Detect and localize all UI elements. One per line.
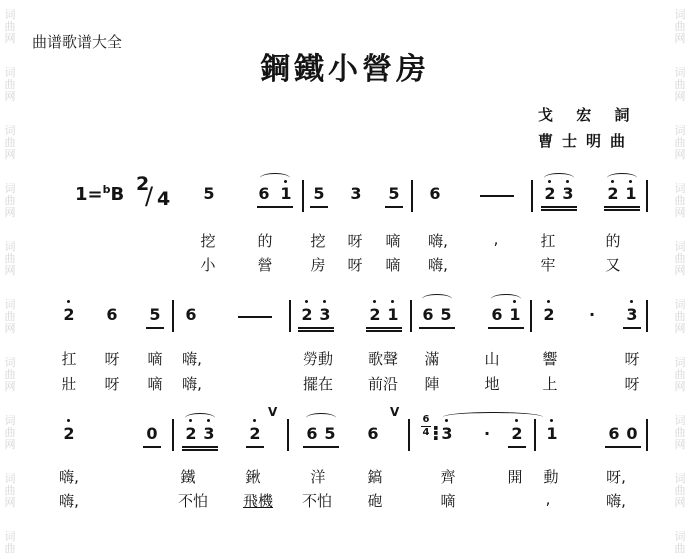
lyric: 呀	[104, 350, 120, 368]
bar-line	[302, 180, 304, 212]
bar-line	[646, 300, 648, 332]
lyric: 鐵	[180, 468, 196, 486]
watermark-char: 网	[4, 148, 16, 161]
watermark-char: 曲	[4, 310, 16, 323]
note: 6	[106, 305, 118, 324]
lyric: 呀	[624, 350, 640, 368]
note: 5	[149, 305, 161, 324]
lyric: 呀	[347, 256, 363, 274]
lyric: 飛機	[242, 492, 273, 510]
lyric: 呀	[347, 232, 363, 250]
eighth-underline	[605, 446, 641, 448]
dot-duration: ·	[483, 424, 491, 443]
lyric: 開	[507, 468, 523, 486]
lyric: 不怕	[301, 492, 332, 510]
watermark-char: 曲	[4, 194, 16, 207]
note: 1	[509, 305, 521, 324]
eighth-underline	[366, 327, 402, 329]
watermark-char: 曲	[674, 542, 686, 555]
sixteenth-underline	[366, 330, 402, 332]
watermark-char: 网	[674, 438, 686, 451]
note: 2	[185, 424, 197, 443]
note: 3	[319, 305, 331, 324]
time-denominator: 4	[157, 188, 171, 210]
high-octave-dot	[67, 300, 70, 303]
watermark-char: 词	[674, 356, 686, 369]
song-title: 鋼鐵小營房	[260, 52, 430, 87]
watermark-char: 词	[674, 298, 686, 311]
lyric: 鎬	[367, 468, 383, 486]
lyric: ,	[493, 230, 499, 248]
watermark-char: 网	[4, 496, 16, 509]
breath-mark: V	[268, 405, 278, 419]
eighth-underline	[385, 206, 403, 208]
bar-line	[411, 180, 413, 212]
lyric: 陣	[424, 375, 440, 393]
bar-line	[172, 419, 174, 451]
slur	[607, 173, 637, 183]
watermark-char: 网	[674, 32, 686, 45]
watermark-char: 网	[674, 206, 686, 219]
watermark-char: 网	[4, 380, 16, 393]
note: 2	[301, 305, 313, 324]
watermark-char: 网	[674, 322, 686, 335]
high-octave-dot	[67, 419, 70, 422]
watermark-char: 曲	[674, 252, 686, 265]
slur	[185, 413, 215, 423]
note: 5	[203, 184, 215, 203]
lyric: 滿	[424, 350, 440, 368]
watermark-char: 网	[4, 438, 16, 451]
note: 3	[441, 424, 453, 443]
bar-line	[172, 300, 174, 332]
lyric: 勞動	[302, 350, 333, 368]
lyric: ,	[545, 490, 551, 508]
watermark-char: 词	[4, 356, 16, 369]
watermark-char: 曲	[4, 426, 16, 439]
watermark-char: 曲	[674, 78, 686, 91]
watermark-char: 词	[4, 124, 16, 137]
bar-line	[530, 300, 532, 332]
watermark-char: 曲	[674, 136, 686, 149]
lyric: 嗨,	[59, 492, 79, 510]
watermark-char: 词	[674, 240, 686, 253]
note: 1	[625, 184, 637, 203]
lyric: 嗨,	[182, 350, 202, 368]
high-octave-dot	[391, 300, 394, 303]
sixteenth-underline	[604, 209, 640, 211]
lyric: 扛	[61, 350, 77, 368]
bar-line	[646, 419, 648, 451]
note: 6	[429, 184, 441, 203]
lyric: 不怕	[177, 492, 208, 510]
eighth-underline	[310, 206, 328, 208]
lyric: 嗨,	[606, 492, 626, 510]
site-name: 曲谱歌谱大全	[32, 33, 123, 51]
sustain-dash	[238, 316, 272, 318]
high-octave-dot	[323, 300, 326, 303]
watermark-char: 词	[674, 8, 686, 21]
watermark-char: 词	[4, 472, 16, 485]
lyric: 齊	[440, 468, 456, 486]
slur	[422, 294, 452, 304]
bar-line	[531, 180, 533, 212]
watermark-char: 曲	[4, 20, 16, 33]
eighth-underline	[143, 446, 161, 448]
lyric: 嘀	[385, 256, 401, 274]
watermark-char: 词	[4, 530, 16, 543]
bar-line	[287, 419, 289, 451]
watermark-char: 曲	[4, 78, 16, 91]
lyric: 呀,	[606, 468, 626, 486]
slur	[544, 173, 574, 183]
watermark-char: 词	[674, 414, 686, 427]
lyric: 的	[257, 232, 273, 250]
eighth-underline	[303, 446, 339, 448]
note: 2	[607, 184, 619, 203]
watermark-char: 词	[674, 66, 686, 79]
lyric: 洋	[310, 468, 326, 486]
bar-line	[534, 419, 536, 451]
watermark-char: 曲	[674, 310, 686, 323]
key-prefix: 1=	[75, 184, 103, 205]
eighth-underline	[246, 446, 264, 448]
watermark-char: 曲	[4, 252, 16, 265]
watermark-char: 曲	[674, 484, 686, 497]
lyric: 呀	[104, 375, 120, 393]
watermark-char: 词	[4, 240, 16, 253]
eighth-underline	[488, 327, 524, 329]
high-octave-dot	[373, 300, 376, 303]
note: 6	[491, 305, 503, 324]
watermark-char: 曲	[4, 368, 16, 381]
note: 6	[608, 424, 620, 443]
eighth-underline	[508, 446, 526, 448]
watermark-char: 曲	[674, 426, 686, 439]
lyric: 嗨,	[182, 375, 202, 393]
note: 0	[146, 424, 158, 443]
watermark-char: 网	[674, 380, 686, 393]
eighth-underline	[298, 327, 334, 329]
high-octave-dot	[305, 300, 308, 303]
note: 6	[306, 424, 318, 443]
watermark-char: 曲	[674, 194, 686, 207]
note: 3	[626, 305, 638, 324]
slur	[306, 413, 336, 423]
note: 2	[543, 305, 555, 324]
slur	[260, 173, 290, 183]
lyric: 嘀	[147, 350, 163, 368]
watermark-char: 词	[674, 472, 686, 485]
sustain-dash	[480, 195, 514, 197]
watermark-char: 词	[674, 530, 686, 543]
eighth-underline	[419, 327, 455, 329]
lyric: 牢	[540, 256, 556, 274]
open-repeat-bracket: ⁝	[432, 421, 440, 445]
watermark-char: 网	[674, 148, 686, 161]
flat-sign: b	[102, 183, 111, 196]
watermark-char: 网	[674, 90, 686, 103]
lyric: 扛	[540, 232, 556, 250]
note: 2	[511, 424, 523, 443]
lyric: 嘀	[385, 232, 401, 250]
note: 3	[203, 424, 215, 443]
watermark-char: 词	[4, 182, 16, 195]
lyric: 嘀	[440, 492, 456, 510]
note: 2	[369, 305, 381, 324]
bar-line	[410, 300, 412, 332]
note: 2	[63, 424, 75, 443]
watermark-char: 曲	[4, 136, 16, 149]
note: 6	[185, 305, 197, 324]
watermark-char: 词	[4, 414, 16, 427]
lyric: 上	[542, 375, 558, 393]
lyric: 嘀	[147, 375, 163, 393]
sixteenth-underline	[541, 209, 577, 211]
watermark-char: 曲	[4, 542, 16, 555]
slur	[443, 412, 543, 422]
lyric: 房	[310, 256, 326, 274]
eighth-underline	[182, 446, 218, 448]
high-octave-dot	[547, 300, 550, 303]
note: 2	[63, 305, 75, 324]
bar-line	[408, 419, 410, 451]
lyricist-credit: 戈 宏 詞	[538, 106, 639, 124]
lyric: 小	[200, 256, 216, 274]
note: 5	[440, 305, 452, 324]
note: 5	[324, 424, 336, 443]
time-slash: /	[145, 182, 154, 210]
note: 3	[350, 184, 362, 203]
lyric: 又	[605, 256, 621, 274]
eighth-underline	[623, 327, 641, 329]
watermark-char: 曲	[674, 368, 686, 381]
note: 1	[280, 184, 292, 203]
time-numerator: 2	[136, 173, 150, 195]
bar-line	[289, 300, 291, 332]
watermark-char: 网	[674, 264, 686, 277]
lyric: 挖	[200, 232, 216, 250]
eighth-underline	[257, 206, 293, 208]
watermark-char: 词	[4, 298, 16, 311]
watermark-char: 网	[4, 206, 16, 219]
slur	[491, 294, 521, 304]
lyric: 山	[484, 350, 500, 368]
watermark-char: 词	[4, 66, 16, 79]
key-note: B	[110, 184, 125, 205]
note: 6	[258, 184, 270, 203]
note: 5	[388, 184, 400, 203]
watermark-char: 网	[4, 264, 16, 277]
note: 1	[387, 305, 399, 324]
lyric: 營	[257, 256, 273, 274]
note: 2	[544, 184, 556, 203]
meter-change-bottom: 4	[422, 427, 430, 438]
lyric: 歌聲	[367, 350, 398, 368]
note: 3	[562, 184, 574, 203]
lyric: 的	[605, 232, 621, 250]
meter-change-top: 6	[422, 414, 430, 425]
watermark-char: 网	[674, 496, 686, 509]
lyric: 嗨,	[428, 232, 448, 250]
lyric: 鍬	[245, 468, 261, 486]
high-octave-dot	[630, 300, 633, 303]
lyric: 擺在	[302, 375, 333, 393]
watermark-char: 网	[4, 32, 16, 45]
lyric: 嗨,	[59, 468, 79, 486]
eighth-underline	[146, 327, 164, 329]
sixteenth-underline	[182, 449, 218, 451]
watermark-char: 曲	[674, 20, 686, 33]
key-signature	[75, 183, 124, 205]
eighth-underline	[604, 206, 640, 208]
lyric: 響	[542, 350, 558, 368]
bar-line	[646, 180, 648, 212]
lyric: 前沿	[367, 375, 398, 393]
lyric: 砲	[367, 492, 383, 510]
eighth-underline	[541, 206, 577, 208]
watermark-char: 词	[4, 8, 16, 21]
dot-duration: ·	[588, 305, 596, 324]
watermark-char: 词	[674, 124, 686, 137]
note: 2	[249, 424, 261, 443]
high-octave-dot	[550, 419, 553, 422]
watermark-char: 网	[4, 322, 16, 335]
composer-credit: 曹士明曲	[538, 132, 635, 150]
note: 0	[626, 424, 638, 443]
lyric: 地	[484, 375, 500, 393]
time-signature	[136, 173, 176, 213]
breath-mark: V	[390, 405, 400, 419]
watermark-char: 曲	[4, 484, 16, 497]
note: 6	[422, 305, 434, 324]
lyric: 動	[543, 468, 559, 486]
note: 6	[367, 424, 379, 443]
high-octave-dot	[253, 419, 256, 422]
watermark-char: 词	[674, 182, 686, 195]
sixteenth-underline	[298, 330, 334, 332]
note: 1	[546, 424, 558, 443]
lyric: 壯	[61, 375, 77, 393]
lyric: 嗨,	[428, 256, 448, 274]
watermark-char: 网	[4, 90, 16, 103]
lyric: 呀	[624, 375, 640, 393]
note: 5	[313, 184, 325, 203]
lyric: 挖	[310, 232, 326, 250]
